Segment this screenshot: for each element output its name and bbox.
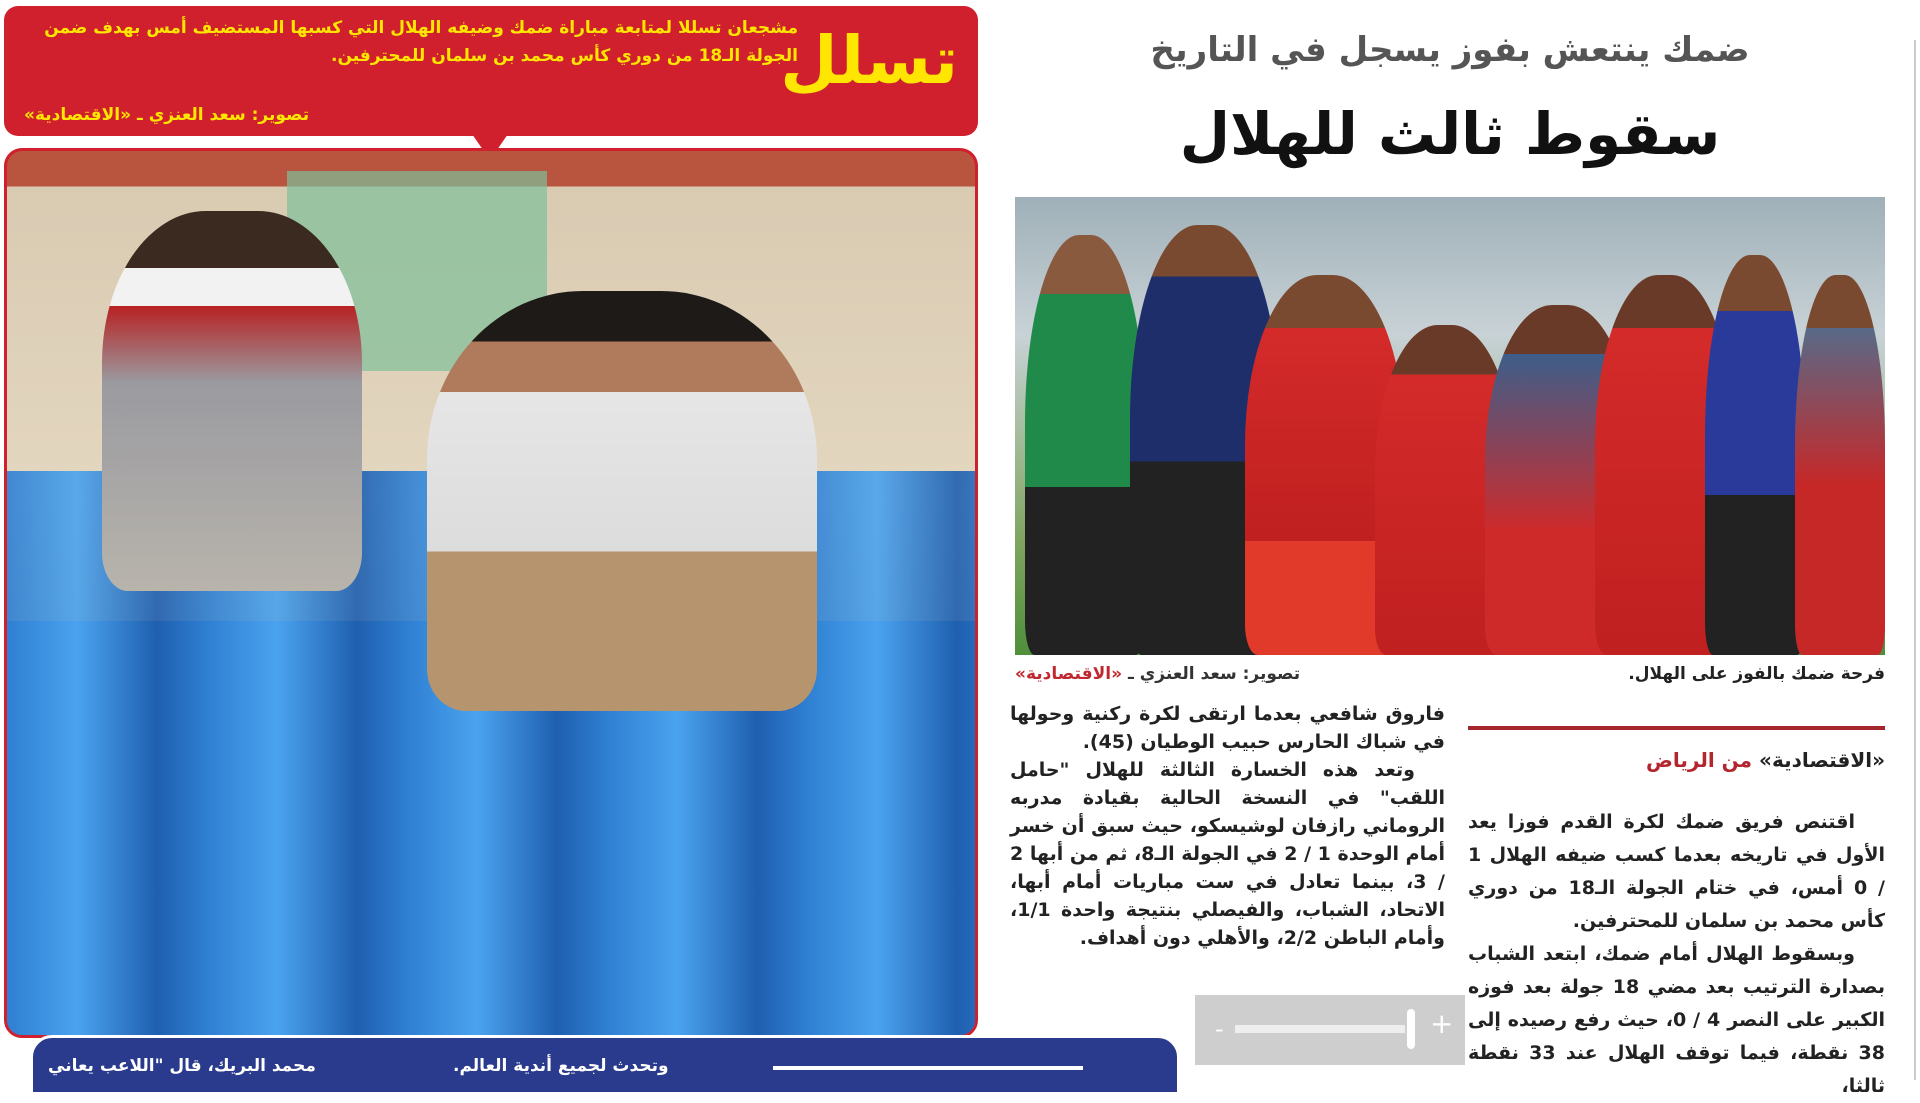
section-divider — [1468, 726, 1885, 730]
bottom-text-right: محمد البريك، قال "اللاعب يعاني — [48, 1056, 316, 1076]
article-column-left — [1010, 700, 1445, 952]
photo-caption: فرحة ضمك بالفوز على الهلال. — [1628, 664, 1885, 684]
dateline-source: «الاقتصادية» — [1752, 748, 1885, 772]
paragraph: فاروق شافعي بعدما ارتقى لكرة ركنية وحولها في شباك الحارس حبيب الوطيان (45). — [1010, 703, 1445, 753]
photo-credit-prefix: تصوير: سعد العنزي ـ — [1122, 664, 1301, 684]
zoom-slider-track[interactable] — [1235, 1025, 1405, 1033]
paragraph: وتعد هذه الخسارة الثالثة للهلال "حامل اللقب" في النسخة الحالية بقيادة مدربه الروماني رازفان لوشيسكو، حيث سبق أن خسر أمام الوحدة 1 / 2 في الجولة الـ8، ثم من أبها 2 / 3، بينما تعادل في ست مباريات أمام أبها، الاتحاد، الشباب، والفيصلي بنتيجة واحدة 1/1، وأمام الباطن 2/2، والأهلي دون أهداف. — [1010, 759, 1445, 949]
team-celebration-photo — [1015, 197, 1885, 655]
article-column-right — [1468, 806, 1885, 1103]
zoom-control — [1195, 995, 1465, 1065]
page-edge-line — [1914, 40, 1916, 1080]
photo-credit-source: «الاقتصادية» — [1015, 664, 1123, 684]
bottom-article-bar — [30, 1035, 1180, 1095]
dateline — [1646, 748, 1885, 772]
paragraph: اقتنص فريق ضمك لكرة القدم فوزا يعد الأول في تاريخه بعدما كسب ضيفه الهلال 1 / 0 أمس، في ختام الجولة الـ18 من دوري كأس محمد بن سلمان للمحترفين. — [1468, 811, 1885, 932]
zoom-out-button[interactable]: - — [1215, 1015, 1224, 1043]
feature-credit: تصوير: سعد العنزي ـ «الاقتصادية» — [24, 105, 310, 125]
paragraph: وبسقوط الهلال أمام ضمك، ابتعد الشباب بصدارة الترتيب بعد مضي 18 جولة بعد فوزه الكبير على النصر 4 / 0، حيث رفع رصيده إلى 38 نقطة، فيما توقف الهلال عند 33 نقطة ثالثا، — [1468, 943, 1885, 1097]
zoom-in-button[interactable]: + — [1430, 1007, 1454, 1040]
photo-caption-box — [4, 6, 978, 136]
feature-caption: مشجعان تسللا لمتابعة مباراة ضمك وضيفه الهلال التي كسبها المستضيف أمس بهدف ضمن الجولة الـ18 من دوري كأس محمد بن سلمان للمحترفين. — [44, 18, 798, 66]
zoom-slider-thumb[interactable] — [1407, 1009, 1415, 1049]
stadium-fans-photo — [4, 148, 978, 1038]
article-subheadline: ضمك ينتعش بفوز يسجل في التاريخ — [1150, 30, 1750, 70]
dateline-city: من الرياض — [1645, 748, 1753, 772]
photo-credit — [1015, 664, 1300, 684]
feature-label: تسلل — [780, 22, 958, 99]
bottom-divider — [773, 1066, 1083, 1070]
article-headline: سقوط ثالث للهلال — [1179, 100, 1721, 168]
bottom-text-left: وتحدث لجميع أندية العالم. — [453, 1056, 669, 1076]
